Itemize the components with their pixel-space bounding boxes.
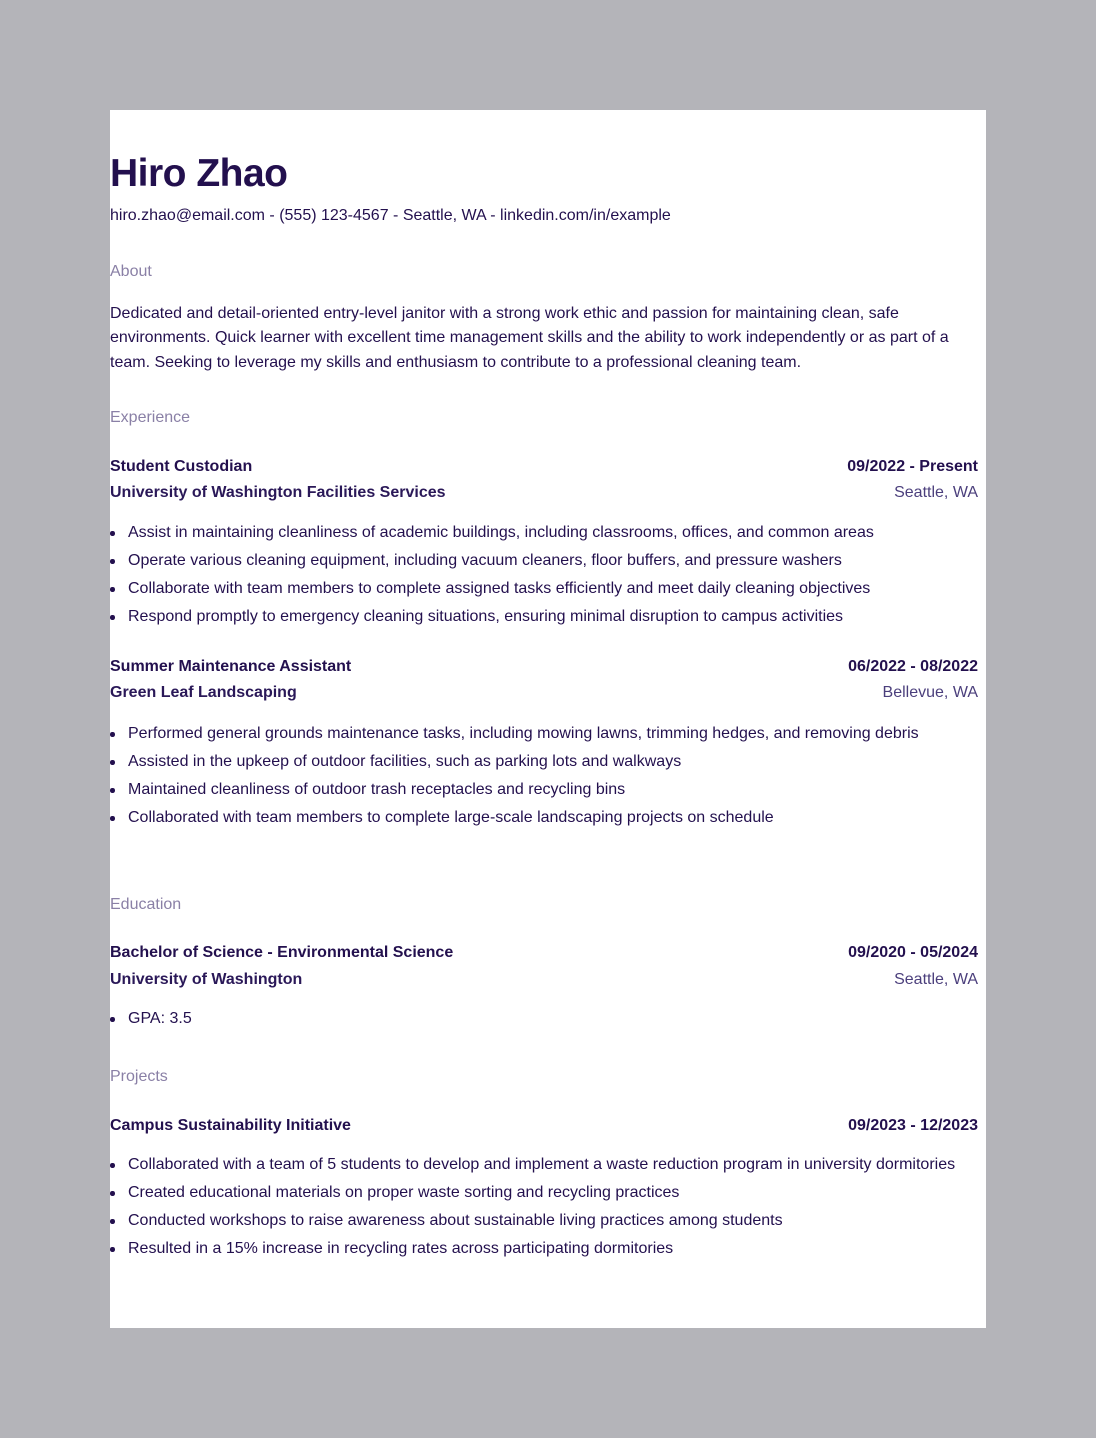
project-bullets [110, 1151, 978, 1263]
job-role: Student Custodian [110, 458, 253, 475]
list-item: Assisted in the upkeep of outdoor facilities, such as parking lots and walkways [110, 748, 978, 776]
resume-page [110, 110, 986, 1328]
job-location: Seattle, WA [894, 484, 978, 501]
job-company: Green Leaf Landscaping [110, 684, 297, 701]
section-title-experience: Experience [110, 409, 191, 426]
project-name: Campus Sustainability Initiative [110, 1117, 351, 1134]
education-degree: Bachelor of Science - Environmental Science [110, 944, 454, 961]
education-dates: 09/2020 - 05/2024 [848, 944, 978, 961]
list-item: Maintained cleanliness of outdoor trash receptacles and recycling bins [110, 776, 978, 804]
list-item: Created educational materials on proper waste sorting and recycling practices [110, 1179, 978, 1207]
list-item: GPA: 3.5 [110, 1005, 978, 1033]
list-item: Resulted in a 15% increase in recycling rates across participating dormitories [110, 1235, 978, 1263]
contact-line: hiro.zhao@email.com - (555) 123-4567 - Seattle, WA - linkedin.com/in/example [110, 207, 671, 224]
section-title-about: About [110, 263, 152, 280]
job-location: Bellevue, WA [882, 684, 978, 701]
project-header [110, 1115, 978, 1137]
candidate-name: Hiro Zhao [110, 152, 288, 195]
job-dates: 06/2022 - 08/2022 [848, 658, 978, 675]
job-bullets-2 [110, 720, 978, 832]
list-item: Performed general grounds maintenance tasks, including mowing lawns, trimming hedges, and removing debris [110, 720, 978, 748]
section-title-education: Education [110, 896, 182, 913]
job-header-1 [110, 456, 978, 478]
education-bullets [110, 1005, 978, 1033]
job-dates: 09/2022 - Present [847, 458, 978, 475]
job-subheader-1 [110, 482, 978, 504]
education-header [110, 942, 978, 964]
education-school: University of Washington [110, 971, 303, 988]
education-location: Seattle, WA [894, 971, 978, 988]
list-item: Conducted workshops to raise awareness about sustainable living practices among students [110, 1207, 978, 1235]
education-subheader [110, 969, 978, 991]
list-item: Collaborated with a team of 5 students to develop and implement a waste reduction program in university dormitories [110, 1151, 978, 1179]
list-item: Operate various cleaning equipment, including vacuum cleaners, floor buffers, and pressure washers [110, 547, 978, 575]
job-bullets-1 [110, 519, 978, 631]
list-item: Collaborated with team members to complete large-scale landscaping projects on schedule [110, 804, 978, 832]
list-item: Assist in maintaining cleanliness of academic buildings, including classrooms, offices, and common areas [110, 519, 978, 547]
project-dates: 09/2023 - 12/2023 [848, 1117, 978, 1134]
job-subheader-2 [110, 682, 978, 704]
section-title-projects: Projects [110, 1068, 168, 1085]
list-item: Collaborate with team members to complete assigned tasks efficiently and meet daily cleaning objectives [110, 575, 978, 603]
list-item: Respond promptly to emergency cleaning situations, ensuring minimal disruption to campus activities [110, 603, 978, 631]
job-header-2 [110, 656, 978, 678]
job-company: University of Washington Facilities Services [110, 484, 446, 501]
job-role: Summer Maintenance Assistant [110, 658, 352, 675]
about-summary: Dedicated and detail-oriented entry-level janitor with a strong work ethic and passion for maintaining clean, safe environments. Quick learner with excellent time management skills and the ability to work independently or as part of a team. Seeking to leverage my skills and enthusiasm to contribute to a professional cleaning team. [110, 305, 949, 371]
